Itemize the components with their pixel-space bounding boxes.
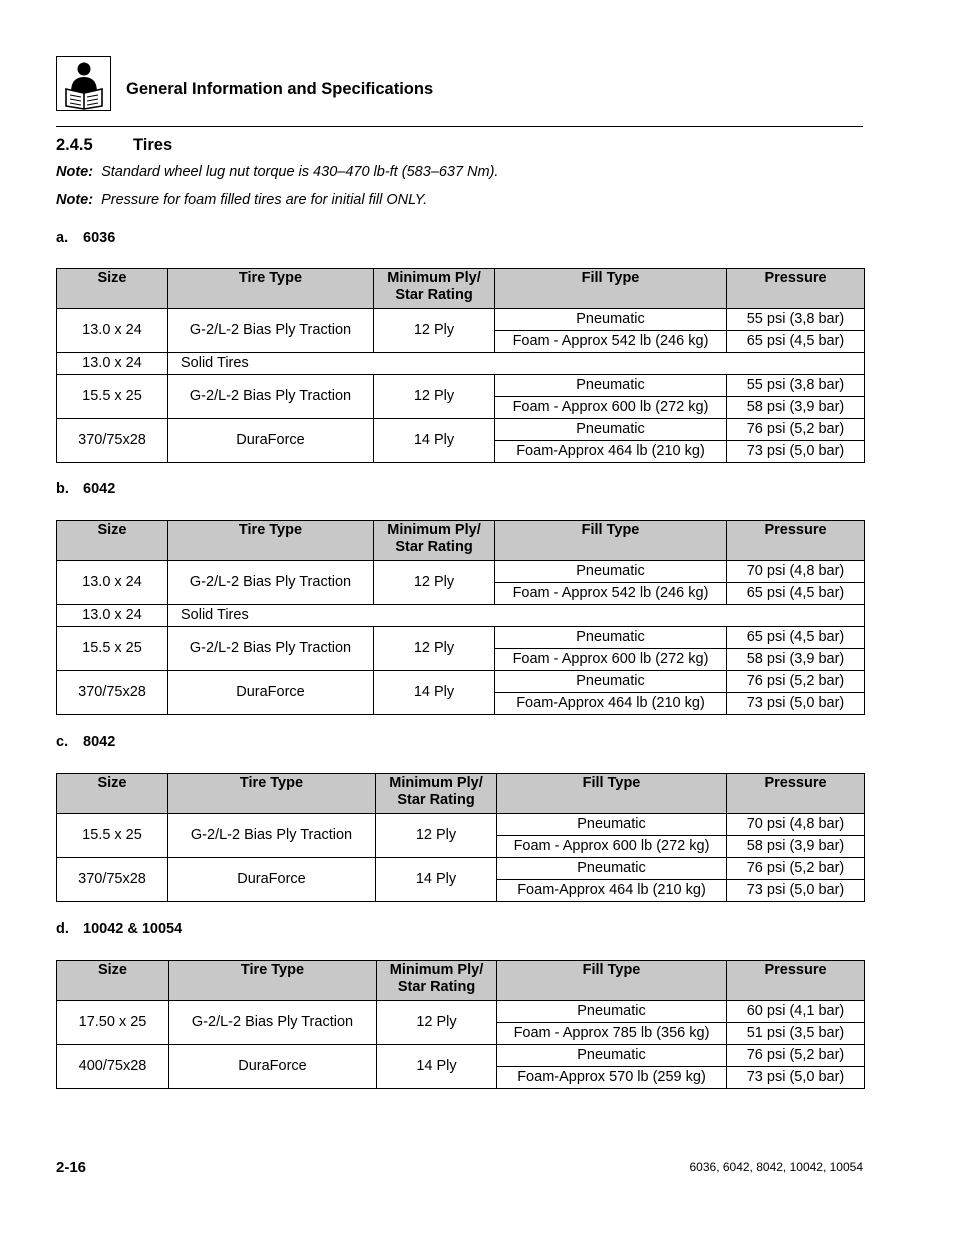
- note-text: Standard wheel lug nut torque is 430–470 lb-ft (583–637 Nm).: [101, 164, 499, 180]
- tire-table-10042-10054: [56, 960, 865, 1089]
- table-header-row: [57, 269, 865, 309]
- cell-fill: Foam - Approx 542 lb (246 kg): [495, 583, 727, 605]
- cell-pressure: 76 psi (5,2 bar): [727, 671, 865, 693]
- cell-tire-type: G-2/L-2 Bias Ply Traction: [168, 561, 374, 605]
- cell-size: 370/75x28: [57, 419, 168, 463]
- cell-fill: Pneumatic: [495, 561, 727, 583]
- col-ply-line2: Star Rating: [397, 792, 475, 808]
- col-ply-line1: Minimum Ply/: [389, 962, 484, 978]
- cell-fill: Foam - Approx 600 lb (272 kg): [495, 397, 727, 419]
- col-ply: [377, 961, 497, 1001]
- cell-pressure: 65 psi (4,5 bar): [727, 331, 865, 353]
- table-row: [57, 375, 865, 397]
- col-ply-line1: Minimum Ply/: [387, 522, 481, 538]
- cell-fill: Foam-Approx 464 lb (210 kg): [495, 693, 727, 715]
- table-row: [57, 814, 865, 836]
- col-size: Size: [57, 269, 168, 309]
- cell-size: 370/75x28: [57, 671, 168, 715]
- cell-pressure: 65 psi (4,5 bar): [727, 583, 865, 605]
- col-tire-type: Tire Type: [168, 774, 376, 814]
- subheading-letter: d.: [56, 921, 69, 937]
- col-pressure: Pressure: [727, 521, 865, 561]
- cell-pressure: 65 psi (4,5 bar): [727, 627, 865, 649]
- col-ply-line2: Star Rating: [395, 287, 473, 303]
- col-ply: [376, 774, 497, 814]
- cell-fill: Pneumatic: [495, 375, 727, 397]
- cell-tire-type: G-2/L-2 Bias Ply Traction: [168, 627, 374, 671]
- note-lug-torque: [56, 164, 498, 180]
- page-header-title: General Information and Specifications: [126, 80, 434, 98]
- subheading-model: 6042: [83, 481, 116, 497]
- cell-fill: Pneumatic: [497, 858, 727, 880]
- table-header-row: [57, 961, 865, 1001]
- cell-tire-type: G-2/L-2 Bias Ply Traction: [168, 814, 376, 858]
- col-size: Size: [57, 961, 169, 1001]
- note-label: Note:: [56, 192, 94, 208]
- cell-fill: Foam - Approx 600 lb (272 kg): [497, 836, 727, 858]
- col-tire-type: Tire Type: [169, 961, 377, 1001]
- col-size: Size: [57, 774, 168, 814]
- cell-fill: Pneumatic: [495, 419, 727, 441]
- col-fill-type: Fill Type: [497, 961, 727, 1001]
- cell-size: 15.5 x 25: [57, 375, 168, 419]
- cell-pressure: 55 psi (3,8 bar): [727, 375, 865, 397]
- cell-solid-tires: Solid Tires: [168, 605, 865, 627]
- col-ply-line2: Star Rating: [397, 979, 476, 995]
- cell-pressure: 76 psi (5,2 bar): [727, 1045, 865, 1067]
- table-row: [57, 1045, 865, 1067]
- subheading-a: [56, 230, 115, 246]
- col-pressure: Pressure: [727, 774, 865, 814]
- cell-pressure: 73 psi (5,0 bar): [727, 441, 865, 463]
- col-tire-type: Tire Type: [168, 521, 374, 561]
- cell-pressure: 55 psi (3,8 bar): [727, 309, 865, 331]
- cell-fill: Pneumatic: [497, 1001, 727, 1023]
- subheading-model: 8042: [83, 734, 116, 750]
- table-row: [57, 858, 865, 880]
- section-title: Tires: [133, 136, 173, 154]
- table-row: [57, 309, 865, 331]
- col-fill-type: Fill Type: [497, 774, 727, 814]
- cell-fill: Foam-Approx 464 lb (210 kg): [497, 880, 727, 902]
- col-fill-type: Fill Type: [495, 269, 727, 309]
- cell-ply: 14 Ply: [374, 671, 495, 715]
- cell-size: 17.50 x 25: [57, 1001, 169, 1045]
- cell-pressure: 70 psi (4,8 bar): [727, 561, 865, 583]
- cell-pressure: 58 psi (3,9 bar): [727, 649, 865, 671]
- subheading-c: [56, 734, 115, 750]
- cell-tire-type: DuraForce: [169, 1045, 377, 1089]
- cell-pressure: 73 psi (5,0 bar): [727, 693, 865, 715]
- cell-pressure: 76 psi (5,2 bar): [727, 858, 865, 880]
- cell-pressure: 51 psi (3,5 bar): [727, 1023, 865, 1045]
- cell-size: 13.0 x 24: [57, 605, 168, 627]
- note-label: Note:: [56, 164, 94, 180]
- cell-pressure: 58 psi (3,9 bar): [727, 836, 865, 858]
- cell-tire-type: DuraForce: [168, 671, 374, 715]
- table-row: [57, 1001, 865, 1023]
- note-text: Pressure for foam filled tires are for initial fill ONLY.: [101, 192, 428, 208]
- manual-logo: [56, 56, 111, 111]
- cell-ply: 14 Ply: [377, 1045, 497, 1089]
- cell-pressure: 73 psi (5,0 bar): [727, 880, 865, 902]
- table-row: [57, 353, 865, 375]
- cell-size: 15.5 x 25: [57, 627, 168, 671]
- col-size: Size: [57, 521, 168, 561]
- cell-fill: Pneumatic: [495, 671, 727, 693]
- cell-ply: 12 Ply: [374, 309, 495, 353]
- table-row: [57, 605, 865, 627]
- cell-pressure: 73 psi (5,0 bar): [727, 1067, 865, 1089]
- subheading-letter: a.: [56, 230, 69, 246]
- subheading-b: [56, 481, 115, 497]
- cell-tire-type: G-2/L-2 Bias Ply Traction: [168, 309, 374, 353]
- cell-tire-type: G-2/L-2 Bias Ply Traction: [169, 1001, 377, 1045]
- col-tire-type: Tire Type: [168, 269, 374, 309]
- col-ply: [374, 521, 495, 561]
- cell-fill: Pneumatic: [495, 627, 727, 649]
- col-ply-line2: Star Rating: [395, 539, 473, 555]
- cell-pressure: 76 psi (5,2 bar): [727, 419, 865, 441]
- cell-size: 15.5 x 25: [57, 814, 168, 858]
- col-ply-line1: Minimum Ply/: [389, 775, 483, 791]
- cell-ply: 12 Ply: [374, 375, 495, 419]
- table-row: [57, 419, 865, 441]
- note-foam-pressure: [56, 192, 427, 208]
- cell-fill: Foam - Approx 785 lb (356 kg): [497, 1023, 727, 1045]
- table-row: [57, 671, 865, 693]
- section-number: 2.4.5: [56, 136, 93, 154]
- cell-fill: Pneumatic: [497, 1045, 727, 1067]
- cell-pressure: 58 psi (3,9 bar): [727, 397, 865, 419]
- col-ply-line1: Minimum Ply/: [387, 270, 481, 286]
- table-header-row: [57, 774, 865, 814]
- cell-size: 400/75x28: [57, 1045, 169, 1089]
- cell-pressure: 70 psi (4,8 bar): [727, 814, 865, 836]
- subheading-model: 6036: [83, 230, 116, 246]
- cell-size: 13.0 x 24: [57, 309, 168, 353]
- cell-fill: Foam-Approx 464 lb (210 kg): [495, 441, 727, 463]
- cell-size: 370/75x28: [57, 858, 168, 902]
- cell-fill: Foam-Approx 570 lb (259 kg): [497, 1067, 727, 1089]
- tire-table-6036: [56, 268, 865, 463]
- cell-fill: Foam - Approx 542 lb (246 kg): [495, 331, 727, 353]
- cell-size: 13.0 x 24: [57, 561, 168, 605]
- cell-fill: Foam - Approx 600 lb (272 kg): [495, 649, 727, 671]
- subheading-d: [56, 921, 182, 937]
- subheading-model: 10042 & 10054: [83, 921, 183, 937]
- cell-tire-type: DuraForce: [168, 419, 374, 463]
- cell-ply: 12 Ply: [376, 814, 497, 858]
- cell-size: 13.0 x 24: [57, 353, 168, 375]
- col-ply: [374, 269, 495, 309]
- cell-ply: 12 Ply: [374, 627, 495, 671]
- tire-table-8042: [56, 773, 865, 902]
- person-reading-manual-icon: [57, 57, 110, 110]
- col-pressure: Pressure: [727, 269, 865, 309]
- cell-fill: Pneumatic: [495, 309, 727, 331]
- col-fill-type: Fill Type: [495, 521, 727, 561]
- cell-tire-type: DuraForce: [168, 858, 376, 902]
- cell-ply: 12 Ply: [374, 561, 495, 605]
- subheading-letter: c.: [56, 734, 69, 750]
- cell-pressure: 60 psi (4,1 bar): [727, 1001, 865, 1023]
- table-header-row: [57, 521, 865, 561]
- col-pressure: Pressure: [727, 961, 865, 1001]
- page-number: 2-16: [56, 1159, 87, 1176]
- cell-ply: 12 Ply: [377, 1001, 497, 1045]
- cell-fill: Pneumatic: [497, 814, 727, 836]
- footer-models: 6036, 6042, 8042, 10042, 10054: [689, 1160, 863, 1174]
- tire-table-6042: [56, 520, 865, 715]
- cell-ply: 14 Ply: [374, 419, 495, 463]
- cell-ply: 14 Ply: [376, 858, 497, 902]
- table-row: [57, 627, 865, 649]
- cell-solid-tires: Solid Tires: [168, 353, 865, 375]
- table-row: [57, 561, 865, 583]
- subheading-letter: b.: [56, 481, 69, 497]
- header-divider: [56, 126, 863, 127]
- cell-tire-type: G-2/L-2 Bias Ply Traction: [168, 375, 374, 419]
